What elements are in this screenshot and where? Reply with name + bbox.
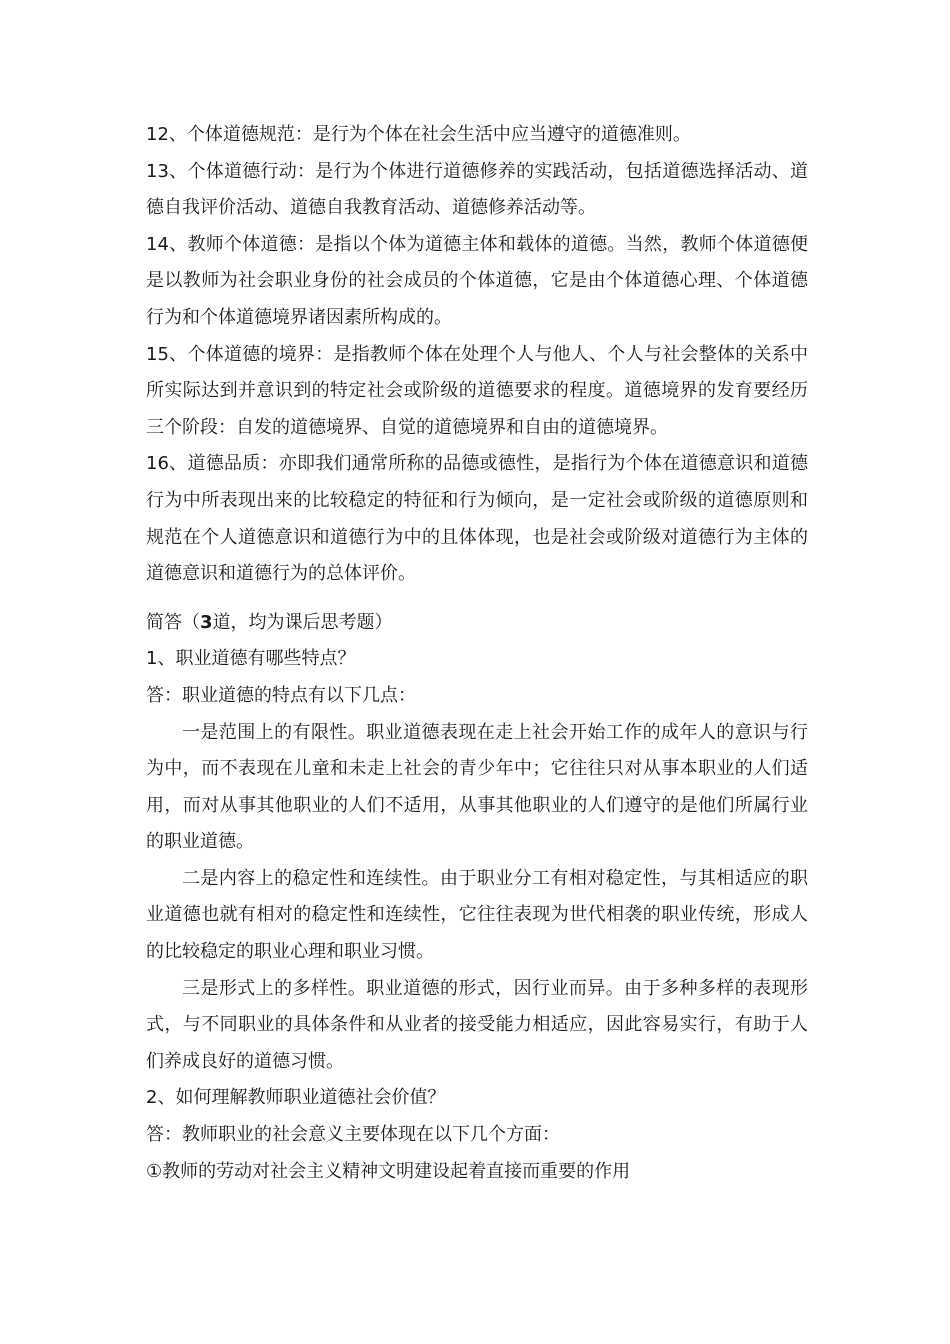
answer-1-intro: 答：职业道德的特点有以下几点： bbox=[146, 684, 416, 706]
definition-number: 15、 bbox=[146, 343, 188, 365]
heading-suffix: 道，均为课后思考题） bbox=[212, 611, 393, 633]
definition-number: 12、 bbox=[146, 124, 187, 145]
document-content bbox=[146, 117, 808, 1190]
answer-2-intro: 答：教师职业的社会意义主要体现在以下几个方面： bbox=[146, 1124, 560, 1146]
definition-13 bbox=[146, 154, 808, 227]
definition-12 bbox=[146, 117, 808, 154]
definition-number: 14、 bbox=[146, 233, 188, 255]
definition-number: 16、 bbox=[146, 453, 188, 475]
answer-1-point-3: 三是形式上的多样性。职业道德的形式，因行业而异。由于多种多样的表现形式，与不同职业的具体条件和从业者的接受能力相适应，因此容易实行，有助于人们养成良好的道德习惯。 bbox=[146, 977, 808, 1072]
heading-prefix: 简答（ bbox=[146, 611, 200, 633]
question-1: 1、职业道德有哪些特点？ bbox=[146, 648, 356, 670]
definition-15 bbox=[146, 337, 808, 447]
question-2: 2、如何理解教师职业道德社会价值？ bbox=[146, 1087, 446, 1109]
heading-count: 3 bbox=[200, 611, 213, 633]
definition-number: 13、 bbox=[146, 160, 188, 182]
section-gap bbox=[146, 593, 808, 605]
definition-text: 道德品质：亦即我们通常所称的品德或德性，是指行为个体在道德意识和道德行为中所表现出来的比较稳定的特征和行为倾向，是一定社会或阶级的道德原则和规范在个人道德意识和道德行为中的且体体现，也是社会或阶级对道德行为主体的道德意识和道德行为的总体评价。 bbox=[146, 453, 809, 585]
definition-text: 个体道德规范：是行为个体在社会生活中应当遵守的道德准则。 bbox=[186, 124, 691, 145]
answer-2-point-1: ①教师的劳动对社会主义精神文明建设起着直接而重要的作用 bbox=[146, 1160, 631, 1182]
definition-text: 教师个体道德：是指以个体为道德主体和载体的道德。当然，教师个体道德便是以教师为社会职业身份的社会成员的个体道德，它是由个体道德心理、个体道德行为和个体道德境界诸因素所构成的。 bbox=[146, 233, 809, 328]
definition-text: 个体道德的境界：是指教师个体在处理个人与他人、个人与社会整体的关系中所实际达到并意识到的特定社会或阶级的道德要求的程度。道德境界的发育要经历三个阶段：自发的道德境界、自觉的道德境界和自由的道德境界。 bbox=[146, 343, 809, 438]
definition-14 bbox=[146, 227, 808, 337]
answer-1-point-1: 一是范围上的有限性。职业道德表现在走上社会开始工作的成年人的意识与行为中，而不表现在儿童和未走上社会的青少年中；它往往只对从事本职业的人们适用，而对从事其他职业的人们不适用，从事其他职业的人们遵守的是他们所属行业的职业道德。 bbox=[146, 721, 808, 853]
definition-16 bbox=[146, 446, 808, 592]
short-answer-heading bbox=[146, 605, 808, 642]
definition-text: 个体道德行动：是行为个体进行道德修养的实践活动，包括道德选择活动、道德自我评价活动、道德自我教育活动、道德修养活动等。 bbox=[146, 160, 809, 219]
answer-1-point-2: 二是内容上的稳定性和连续性。由于职业分工有相对稳定性，与其相适应的职业道德也就有相对的稳定性和连续性，它往往表现为世代相袭的职业传统，形成人的比较稳定的职业心理和职业习惯。 bbox=[146, 867, 808, 963]
